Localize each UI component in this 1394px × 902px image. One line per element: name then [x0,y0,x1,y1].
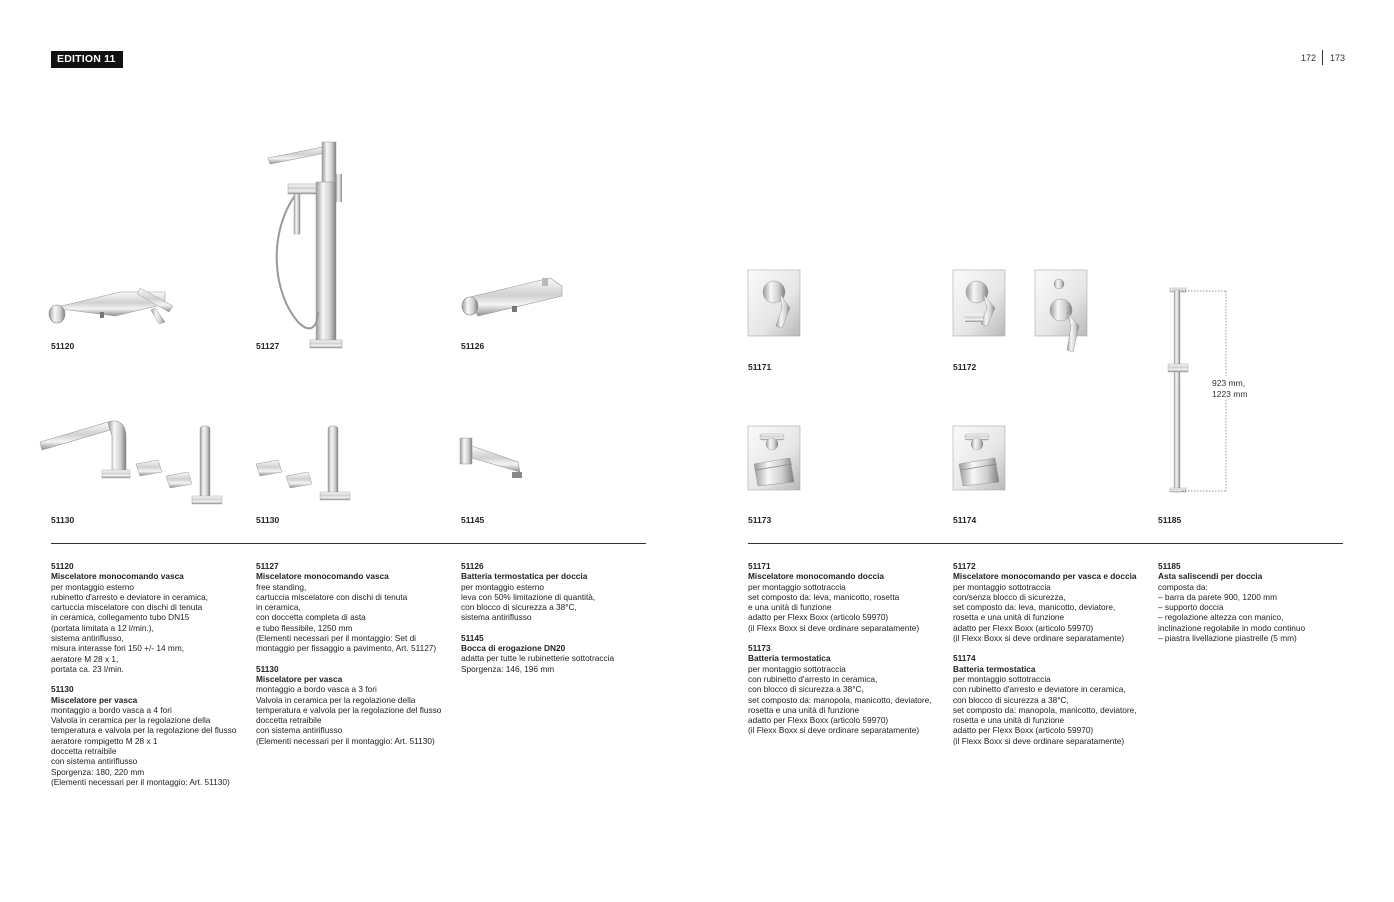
figure-caption: 51130 [256,515,280,525]
figure-caption: 51174 [953,515,977,525]
concealed-thermostat-diverter-icon [951,424,1007,494]
four-hole-bath-mixer-icon [38,412,233,512]
product-description: 51173 Batteria termostatica per montaggio sottotraccia con rubinetto d'arresto in ceramica, con blocco di sicurezza a 38°C, set composto da: manopola, manicotto, deviatore, rosetta e una unità di funzione adatto per Flexx Boxx (articolo 59970) (il Flexx Boxx si deve ordinare separatamente) [748,643,932,736]
figure-caption: 51127 [256,341,280,351]
description-column-1 [51,561,246,797]
figure-caption: 51120 [51,341,75,351]
thermostatic-shower-mixer-icon [458,272,568,322]
bath-mixer-wall-icon [45,278,175,328]
product-description: 51126 Batteria termostatica per doccia per montaggio esterno leva con 50% limitazione di quantità, con blocco di sicurezza a 38°C, sistema antiriflusso [461,561,596,623]
rail-dimension-label: 923 mm, 1223 mm [1212,378,1248,399]
description-column-4 [748,561,943,746]
section-rule-right [748,543,1343,544]
description-column-2 [256,561,451,756]
product-description: 51172 Miscelatore monocomando per vasca e doccia per montaggio sottotraccia con/senza blocco di sicurezza, set composto da: leva, manicotto, deviatore, rosetta e una unità di funzione adatto per Flexx Boxx (articolo 59970) (il Flexx Boxx si deve ordinare separatamente) [953,561,1137,644]
figure-caption: 51172 [953,362,977,372]
figure-caption: 51130 [51,515,75,525]
bath-spout-icon [458,432,548,487]
description-column-3 [461,561,656,684]
product-description: 51127 Miscelatore monocomando vasca free standing, cartuccia miscelatore con dischi di tenuta in ceramica, con doccetta completa di asta e tubo flessibile, 1250 mm (Elementi necessari per il montaggio: Set di montaggio per fissaggio a pavimento, Art. 51127) [256,561,437,654]
figure-caption: 51171 [748,362,772,372]
product-description: 51130 Miscelatore per vasca montaggio a bordo vasca a 4 fori Valvola in ceramica per la regolazione della temperatura e valvola per la regolazione del flusso aeratore rompigetto M 28 x 1 doccetta retraibile con sistema antiriflusso Sporgenza: 180, 220 mm (Elementi necessari per il montaggio: Art. 51130) [51,684,237,787]
concealed-thermostat-icon [746,424,802,494]
section-rule-left [51,543,646,544]
product-description: 51171 Miscelatore monocomando doccia per montaggio sottotraccia set composto da: leva, manicotto, rosetta e una unità di funzione adatto per Flexx Boxx (articolo 59970) (il Flexx Boxx si deve ordinare separatamente) [748,561,920,633]
figure-caption: 51126 [461,341,485,351]
product-description: 51145 Bocca di erogazione DN20 adatta per tutte le rubinetterie sottotraccia Sporgenza: 146, 196 mm [461,632,615,674]
page-number-divider [1322,50,1323,65]
product-description: 51120 Miscelatore monocomando vasca per montaggio esterno rubinetto d'arresto e deviatore in ceramica, cartuccia miscelatore con dischi di tenuta in ceramica, collegamento tubo DN15 (portata limitata a 12 l/min.), sistema antiriflusso, misura interasse fori 150 +/- 14 mm, aeratore M 28 x 1, portata ca. 23 l/min. [51,561,209,674]
three-hole-bath-mixer-icon [248,420,363,510]
product-description: 51130 Miscelatore per vasca montaggio a bordo vasca a 3 fori Valvola in ceramica per la regolazione della temperatura e valvola per la regolazione del flusso doccetta retraibile con sistema antiriflusso (Elementi necessari per il montaggio: Art. 51130) [256,663,442,746]
page-number-left: 172 [1301,53,1317,63]
concealed-shower-mixer-icon [746,268,802,340]
page-number-right: 173 [1330,53,1346,63]
product-description: 51185 Asta saliscendi per doccia composta da: – barra da parete 900, 1200 mm – supporto doccia – regolazione altezza con manico, inclinazione regolabile in modo continuo – piastra livellazione piastrelle (5 mm) [1158,561,1306,644]
floor-standing-bath-mixer-icon [258,122,358,352]
description-column-5 [953,561,1153,756]
product-description: 51174 Batteria termostatica per montaggio sottotraccia con rubinetto d'arresto e deviatore in ceramica, con blocco di sicurezza a 38°C, set composto da: manopola, manicotto, deviatore, rosetta e una unità di funzione adatto per Flexx Boxx (articolo 59970) (il Flexx Boxx si deve ordinare separatamente) [953,653,1137,746]
figure-caption: 51145 [461,515,485,525]
edition-badge: EDITION 11 [51,51,123,68]
figure-caption: 51173 [748,515,772,525]
concealed-bath-shower-mixer-icon [951,268,1091,354]
figure-caption: 51185 [1158,515,1182,525]
description-column-6 [1158,561,1353,653]
